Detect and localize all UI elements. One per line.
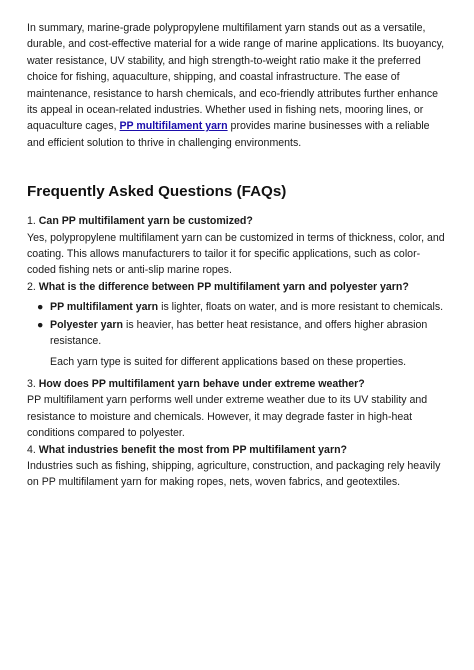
summary-paragraph bbox=[27, 20, 446, 151]
faq-question-text-2: What is the difference between PP multifilament yarn and polyester yarn? bbox=[38, 280, 409, 293]
faq-number-2: 2. bbox=[27, 280, 39, 293]
bullet-text-polyester: is heavier, has better heat resistance, and offers higher abrasion resistance. bbox=[50, 318, 428, 348]
faq-2-note: Each yarn type is suited for different applications based on these properties. bbox=[50, 355, 407, 368]
faq-question-1 bbox=[27, 213, 446, 229]
pp-multifilament-yarn-link[interactable]: PP multifilament yarn bbox=[119, 120, 228, 133]
faq-number-3: 3. bbox=[27, 377, 39, 390]
faq-question-3 bbox=[27, 376, 446, 392]
bullet-term-pp: PP multifilament yarn bbox=[50, 301, 159, 314]
bullet-term-polyester: Polyester yarn bbox=[50, 318, 124, 331]
faq-answer-4: Industries such as fishing, shipping, agriculture, construction, and packaging rely heavily on PP multifilament yarn for making ropes, nets, woven fabrics, and geotextiles. bbox=[27, 459, 441, 489]
faq-question-text-4: What industries benefit the most from PP multifilament yarn? bbox=[38, 443, 348, 456]
faq-number-1: 1. bbox=[27, 215, 39, 228]
faq-question-4 bbox=[27, 442, 446, 458]
faq-2-bullet-list bbox=[27, 299, 446, 349]
faq-2-bullet-pp bbox=[37, 299, 446, 315]
faq-question-text-1: Can PP multifilament yarn be customized? bbox=[38, 215, 253, 228]
faq-question-text-3: How does PP multifilament yarn behave under extreme weather? bbox=[38, 377, 365, 390]
faq-question-2 bbox=[27, 279, 446, 295]
faq-heading: Frequently Asked Questions (FAQs) bbox=[27, 183, 287, 201]
bullet-text-pp: is lighter, floats on water, and is more resistant to chemicals. bbox=[158, 301, 444, 314]
summary-text-start: In summary, marine-grade polypropylene multifilament yarn stands out as a versatile, durable, and cost-effective material for a wide range of marine applications. Its buoyancy, water resistance, UV stability, and high strength-to-weight ratio make it the preferred choice for fishing, aquaculture, shipping, and coastal infrastructure. The ease of maintenance, resistance to harsh chemicals, and eco-friendly attributes further enhance its appeal in ocean-related industries. Whether used in fishing nets, mooring lines, or aquaculture cages, bbox=[27, 22, 445, 133]
faq-number-4: 4. bbox=[27, 443, 39, 456]
summary-text-end: provides marine businesses with a reliable and efficient solution to thrive in challenging environments. bbox=[27, 120, 430, 149]
bullet-icon: ● bbox=[37, 301, 44, 314]
faq-answer-3: PP multifilament yarn performs well under extreme weather due to its UV stability and resistance to moisture and chemicals. However, it may degrade faster in high-heat conditions compared to polyester. bbox=[27, 394, 428, 440]
bullet-icon: ● bbox=[37, 318, 44, 331]
faq-2-bullet-polyester bbox=[37, 317, 446, 350]
faq-answer-1: Yes, polypropylene multifilament yarn can be customized in terms of thickness, color, and coating. This allows manufacturers to tailor it for specific applications, such as color-coded fishing nets or anti-slip marine ropes. bbox=[27, 231, 445, 277]
